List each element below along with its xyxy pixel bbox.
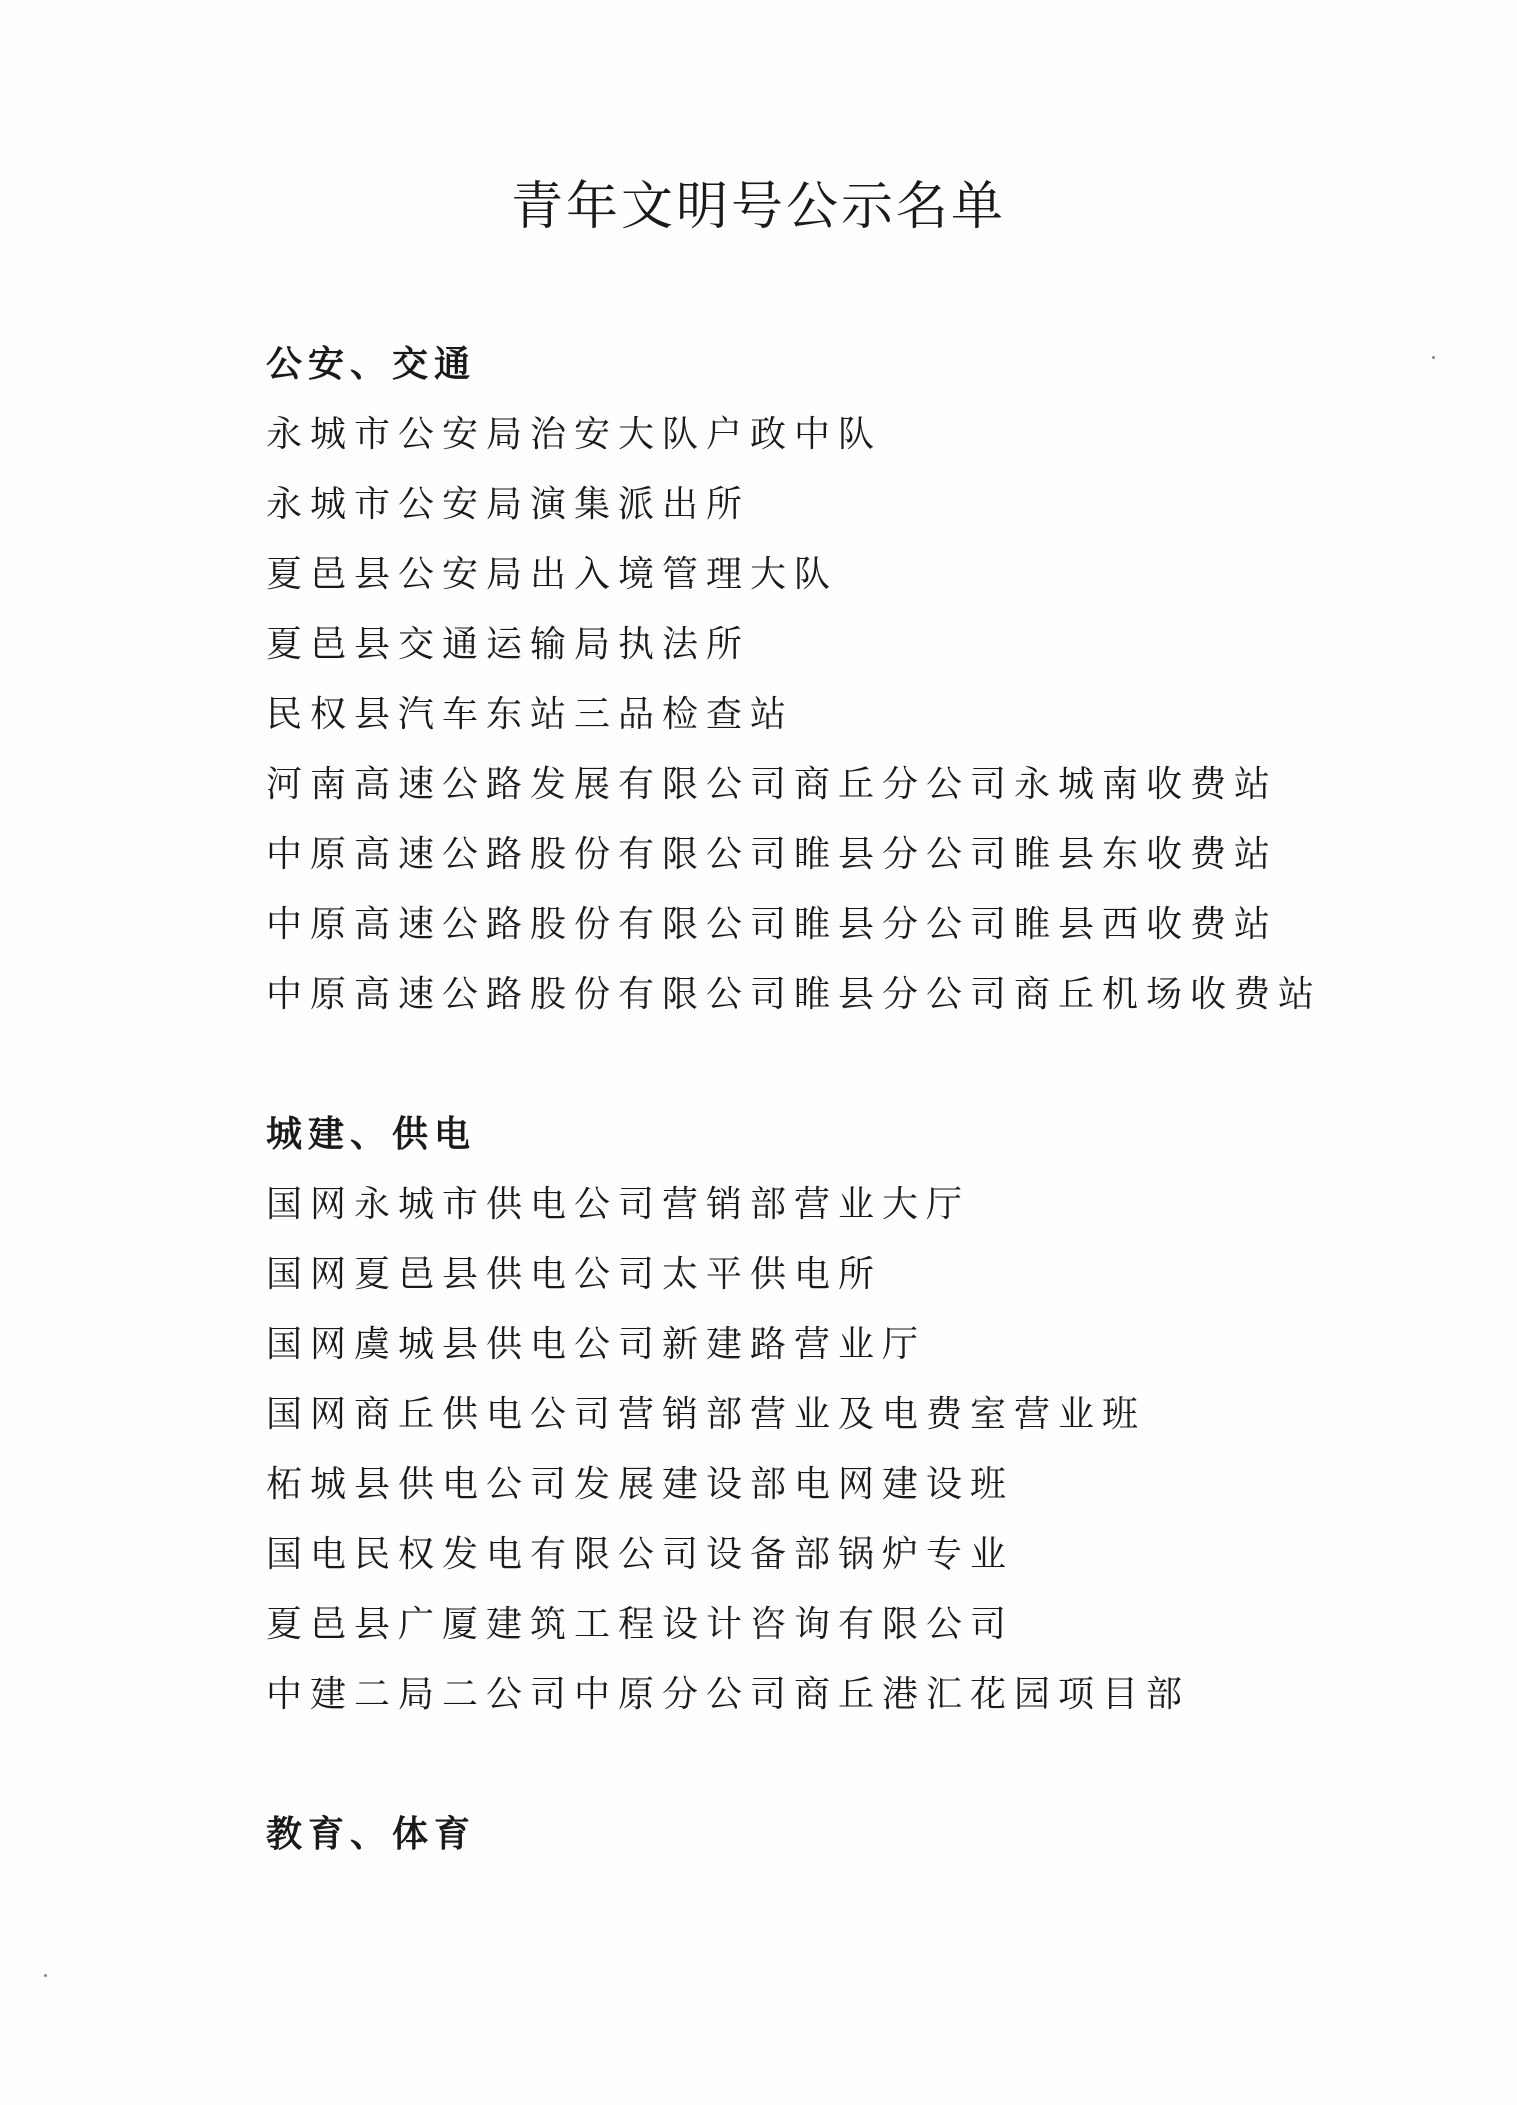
entry-list — [266, 400, 1416, 1030]
list-item: 夏邑县广厦建筑工程设计咨询有限公司 — [266, 1604, 1015, 1645]
list-item: 中原高速公路股份有限公司睢县分公司睢县西收费站 — [266, 904, 1279, 945]
list-item: 河南高速公路发展有限公司商丘分公司永城南收费站 — [266, 764, 1279, 805]
scan-speck — [44, 1974, 47, 1977]
section-heading: 城建、供电 — [266, 1114, 477, 1155]
list-item: 夏邑县交通运输局执法所 — [266, 624, 751, 665]
list-item: 中原高速公路股份有限公司睢县分公司睢县东收费站 — [266, 834, 1279, 875]
list-item: 国网商丘供电公司营销部营业及电费室营业班 — [266, 1394, 1147, 1435]
list-item: 夏邑县公安局出入境管理大队 — [266, 554, 839, 595]
section-education-sports — [266, 1800, 1416, 1870]
list-item: 中建二局二公司中原分公司商丘港汇花园项目部 — [266, 1674, 1191, 1715]
list-item: 永城市公安局治安大队户政中队 — [266, 414, 883, 455]
list-item: 国网夏邑县供电公司太平供电所 — [266, 1254, 883, 1295]
list-item: 国网永城市供电公司营销部营业大厅 — [266, 1184, 971, 1225]
section-construction-power — [266, 1100, 1416, 1730]
entry-list — [266, 1170, 1416, 1730]
list-item: 国网虞城县供电公司新建路营业厅 — [266, 1324, 927, 1365]
document-title: 青年文明号公示名单 — [510, 177, 1006, 237]
list-item: 国电民权发电有限公司设备部锅炉专业 — [266, 1534, 1015, 1575]
section-heading: 公安、交通 — [266, 344, 477, 385]
list-item: 民权县汽车东站三品检查站 — [266, 694, 795, 735]
section-public-security-transport — [266, 330, 1416, 1030]
list-item: 柘城县供电公司发展建设部电网建设班 — [266, 1464, 1015, 1505]
section-heading: 教育、体育 — [266, 1814, 477, 1855]
list-item: 中原高速公路股份有限公司睢县分公司商丘机场收费站 — [266, 974, 1323, 1015]
scan-speck — [1432, 356, 1435, 359]
list-item: 永城市公安局演集派出所 — [266, 484, 751, 525]
